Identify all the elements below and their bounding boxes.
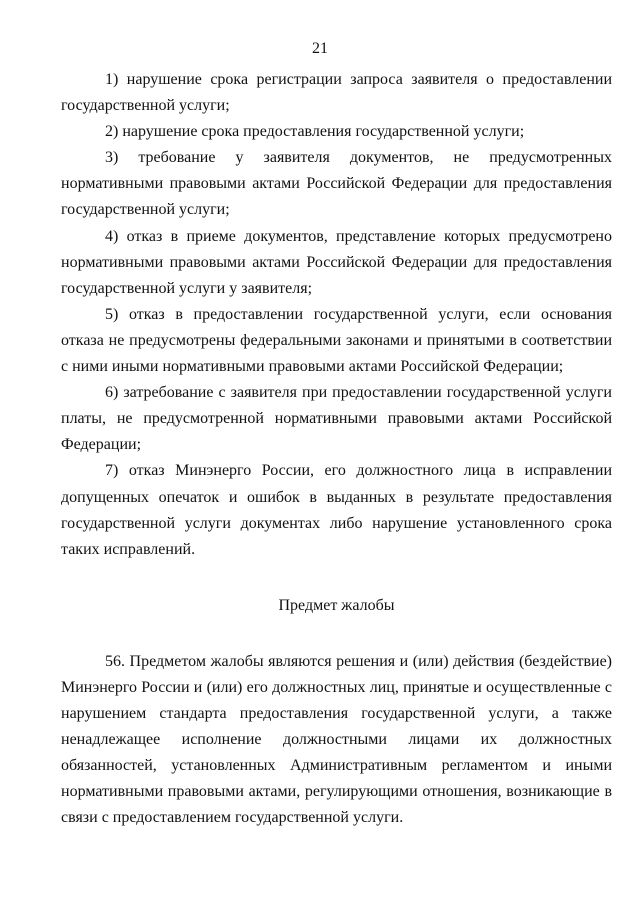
list-item-5: 5) отказ в предоставлении государственной услуги, если основания отказа не предусмотрены федеральными законами и принятыми в соответствии с ними иными нормативными правовыми актами Российской Федерации; <box>61 305 612 376</box>
document-body <box>61 67 612 832</box>
list-item-4: 4) отказ в приеме документов, представление которых предусмотрено нормативными правовыми актами Российской Федерации для предоставления государственной услуги у заявителя; <box>61 227 612 297</box>
section-heading: Предмет жалобы <box>278 596 395 614</box>
list-item-3: 3) требование у заявителя документов, не предусмотренных нормативными правовыми актами Российской Федерации для предоставления государственной услуги; <box>61 149 612 219</box>
list-item-7: 7) отказ Минэнерго России, его должностного лица в исправлении допущенных опечаток и ошибок в выданных в результате предоставления государственной услуги документах либо нарушение установленного срока таких исправлений. <box>61 462 612 558</box>
section-paragraph-56: 56. Предметом жалобы являются решения и (или) действия (бездействие) Минэнерго России и (или) его должностных лиц, принятые и осуществленные с нарушением стандарта предоставления государственной услуги, а также ненадлежащее исполнение должностными лицами их должностных обязанностей, установленных Административным регламентом и иными нормативными правовыми актами, регулирующими отношения, возникающие в связи с предоставлением государственной услуги. <box>61 652 612 827</box>
list-item-2: 2) нарушение срока предоставления государственной услуги; <box>105 123 525 141</box>
page-number: 21 <box>312 40 328 57</box>
list-item-6: 6) затребование с заявителя при предоставлении государственной услуги платы, не предусмотренной нормативными правовыми актами Российской Федерации; <box>61 384 612 454</box>
list-item-1: 1) нарушение срока регистрации запроса заявителя о предоставлении государственной услуги; <box>61 71 612 115</box>
